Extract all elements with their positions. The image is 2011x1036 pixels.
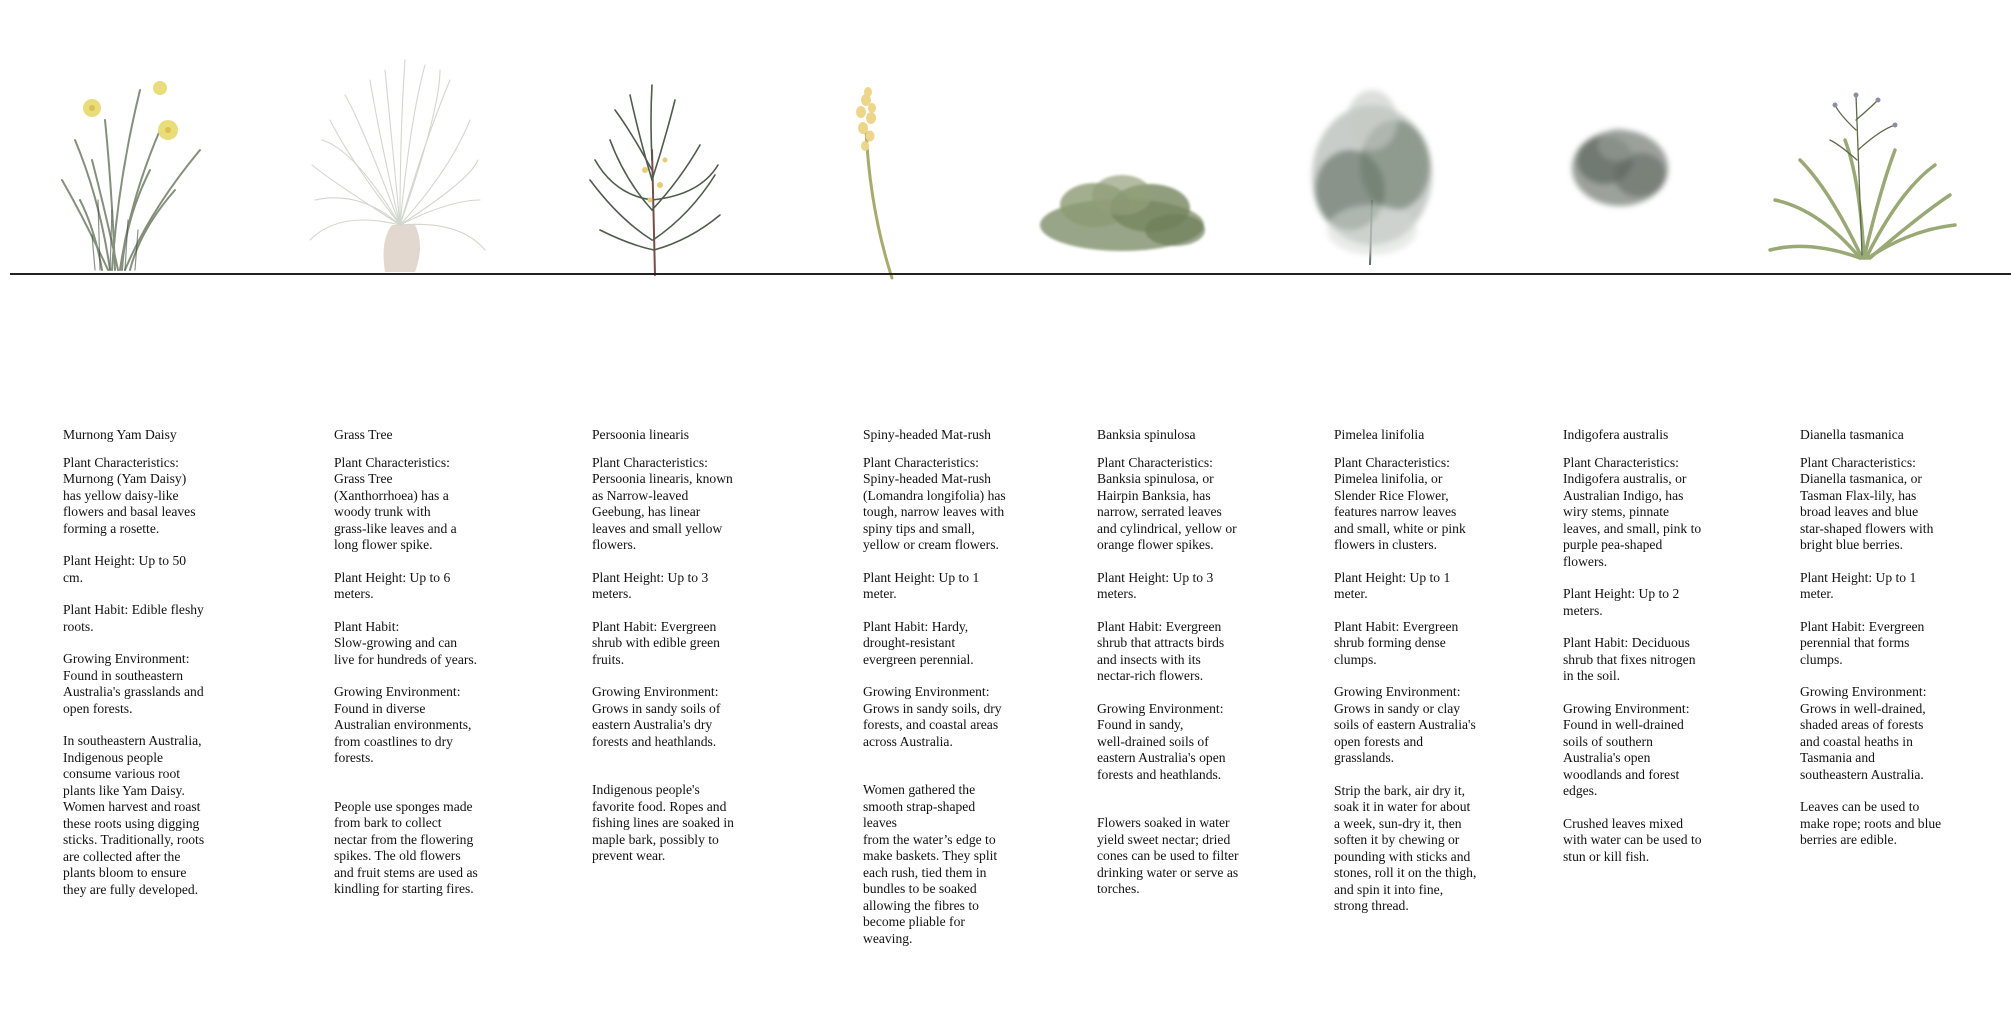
dianella-tasmanica-illustration [1770,93,1955,259]
plant-height: Plant Height: Up to 1 meter. [863,569,980,601]
pimelea-linifolia-illustration [1312,90,1432,265]
plant-characteristics: Plant Characteristics: Banksia spinulosa, or Hairpin Banksia, has narrow, serrated leaves and cylindrical, yellow or orange flower spikes. [1097,454,1237,552]
growing-environment: Growing Environment: Found in diverse Australian environments, from coastlines to dry forests. [334,684,472,765]
plant-illustrations [0,0,2011,290]
plant-column-persoonia [592,427,782,881]
plant-height: Plant Height: Up to 3 meters. [1097,569,1214,601]
mat-rush-illustration [856,87,892,278]
plant-use: Indigenous people's favorite food. Ropes and fishing lines are soaked in maple bark, possibly to prevent wear. [592,782,734,863]
plant-habit: Plant Habit: Hardy, drought-resistant evergreen perennial. [863,618,974,667]
murnong-yam-daisy-illustration [62,81,200,270]
plant-name: Persoonia linearis [592,427,690,442]
plant-height: Plant Height: Up to 3 meters. [592,569,709,601]
growing-environment: Growing Environment: Grows in sandy or clay soils of eastern Australia's open forests and grasslands. [1334,684,1476,765]
plant-height: Plant Height: Up to 1 meter. [1800,569,1917,601]
plant-habit: Plant Habit: Edible fleshy roots. [63,602,204,634]
plant-characteristics: Plant Characteristics: Murnong (Yam Daisy) has yellow daisy-like flowers and basal leaves forming a rosette. [63,454,196,536]
plant-column-banksia [1097,427,1287,914]
growing-environment: Growing Environment: Grows in sandy soils of eastern Australia's dry forests and heathlands. [592,684,721,749]
plant-characteristics: Plant Characteristics: Persoonia linearis, known as Narrow-leaved Geebung, has linear leaves and small yellow flowers. [592,454,733,552]
plant-habit: Plant Habit: Slow-growing and can live for hundreds of years. [334,618,478,667]
plant-habit: Plant Habit: Evergreen perennial that forms clumps. [1800,618,1925,667]
plant-characteristics: Plant Characteristics: Grass Tree (Xanthorrhoea) has a woody trunk with grass-like leaves and a long flower spike. [334,454,457,552]
plant-column-dianella [1800,427,1990,865]
plant-habit: Plant Habit: Evergreen shrub forming dense clumps. [1334,618,1459,667]
plant-habit: Plant Habit: Evergreen shrub with edible green fruits. [592,618,720,667]
plant-name: Spiny-headed Mat-rush [863,427,991,442]
growing-environment: Growing Environment: Found in southeastern Australia's grasslands and open forests. [63,651,204,716]
plant-column-murnong [63,427,243,914]
plant-characteristics: Plant Characteristics: Indigofera australis, or Australian Indigo, has wiry stems, pinnate leaves, and small, pink to purple pea-shaped flowers. [1563,454,1702,569]
plant-height: Plant Height: Up to 2 meters. [1563,586,1680,618]
plant-name: Pimelea linifolia [1334,427,1425,442]
plant-use: Strip the bark, air dry it, soak it in water for about a week, sun-dry it, then soften it by chewing or pounding with sticks and stones, roll it on the thigh, and spin it into fine, strong thread. [1334,782,1477,913]
plant-use: Flowers soaked in water yield sweet nectar; dried cones can be used to filter drinking water or serve as torches. [1097,815,1239,896]
plant-name: Murnong Yam Daisy [63,427,177,442]
plant-characteristics: Plant Characteristics: Spiny-headed Mat-rush (Lomandra longifolia) has tough, narrow leaves with spiny tips and small, yellow or cream flowers. [863,454,1006,552]
plant-height: Plant Height: Up to 50 cm. [63,553,187,585]
plant-name: Dianella tasmanica [1800,427,1904,442]
plant-use: Leaves can be used to make rope; roots and blue berries are edible. [1800,799,1942,847]
persoonia-linearis-illustration [590,85,720,275]
plant-name: Banksia spinulosa [1097,427,1196,442]
plant-use: Women gathered the smooth strap-shaped leaves from the water’s edge to make baskets. They split each rush, tied them in bundles to be soaked allowing the fibres to become pliable for weaving. [863,782,998,946]
plant-height: Plant Height: Up to 6 meters. [334,569,451,601]
plant-column-indigofera [1563,427,1753,881]
plant-column-grass-tree [334,427,524,914]
plant-habit: Plant Habit: Evergreen shrub that attracts birds and insects with its nectar-rich flowers. [1097,618,1225,683]
grass-tree-illustration [310,60,485,272]
plant-name: Grass Tree [334,427,393,442]
growing-environment: Growing Environment: Grows in well-drained, shaded areas of forests and coastal heaths in Tasmania and southeastern Australia. [1800,684,1927,782]
plant-use: Crushed leaves mixed with water can be used to stun or kill fish. [1563,815,1702,864]
plant-use: In southeastern Australia, Indigenous people consume various root plants like Yam Daisy. Women harvest and roast these roots using digging sticks. Traditionally, roots are collected after the plants bloom to ensure they are fully developed. [63,733,205,897]
plant-characteristics: Plant Characteristics: Pimelea linifolia, or Slender Rice Flower, features narrow leaves and small, white or pink flowers in clusters. [1334,454,1466,552]
growing-environment: Growing Environment: Found in well-drained soils of southern Australia's open woodlands and forest edges. [1563,700,1690,798]
plant-characteristics: Plant Characteristics: Dianella tasmanica, or Tasman Flax-lily, has broad leaves and blue star-shaped flowers with bright blue berries. [1800,454,1934,552]
growing-environment: Growing Environment: Grows in sandy soils, dry forests, and coastal areas across Australia. [863,684,1002,749]
plant-column-pimelea [1334,427,1524,931]
plant-column-mat-rush [863,427,1053,963]
plant-habit: Plant Habit: Deciduous shrub that fixes nitrogen in the soil. [1563,635,1696,683]
plant-height: Plant Height: Up to 1 meter. [1334,569,1451,601]
plant-name: Indigofera australis [1563,427,1669,442]
plant-use: People use sponges made from bark to collect nectar from the flowering spikes. The old flowers and fruit stems are used as kindling for starting fires. [334,798,478,896]
indigofera-australis-illustration [1572,129,1668,206]
growing-environment: Growing Environment: Found in sandy, well-drained soils of eastern Australia's open forests and heathlands. [1097,700,1226,782]
banksia-spinulosa-illustration [1040,175,1205,251]
ground-line [10,273,2011,275]
